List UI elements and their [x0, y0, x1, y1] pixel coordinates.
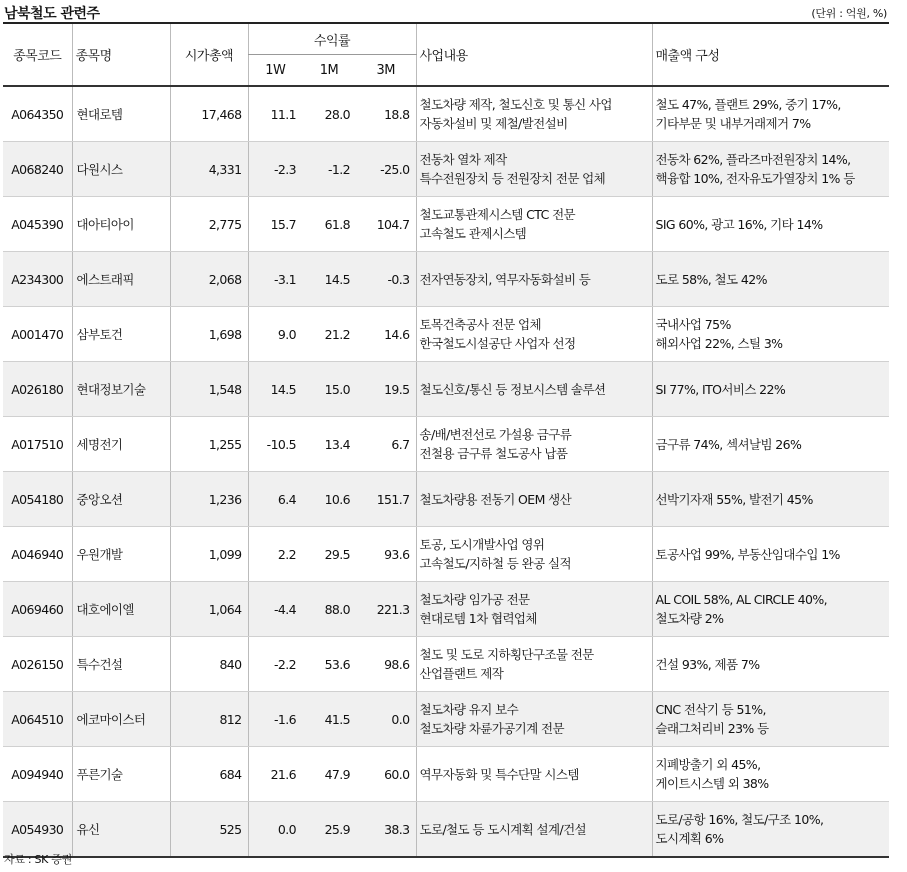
business-line: 특수전원장치 등 전원장치 전문 업체 — [419, 171, 606, 186]
cell-return-3m: 14.6 — [356, 307, 416, 362]
stock-table — [3, 24, 889, 858]
cell-return-1w: -2.2 — [248, 637, 302, 692]
cell-name: 특수건설 — [72, 637, 170, 692]
header-3m: 3M — [356, 55, 416, 87]
table-row — [3, 747, 889, 802]
cell-code: A046940 — [3, 527, 72, 582]
cell-business — [416, 527, 652, 582]
cell-return-1m: 88.0 — [302, 582, 356, 637]
sales-line: 철도 47%, 플랜트 29%, 중기 17%, — [655, 97, 841, 112]
cell-name: 대아티아이 — [72, 197, 170, 252]
cell-return-3m: 221.3 — [356, 582, 416, 637]
business-line: 철도차량용 전동기 OEM 생산 — [419, 491, 572, 507]
cell-return-3m: 98.6 — [356, 637, 416, 692]
cell-return-1m: 15.0 — [302, 362, 356, 417]
cell-business — [416, 86, 652, 142]
cell-code: A064510 — [3, 692, 72, 747]
sales-line: 도로/공항 16%, 철도/구조 10%, — [655, 812, 824, 827]
source-note: 자료 : SK 증권 — [4, 853, 72, 866]
cell-business — [416, 692, 652, 747]
header-1m: 1M — [302, 55, 356, 87]
cell-return-1m: 25.9 — [302, 802, 356, 858]
cell-return-1m: -1.2 — [302, 142, 356, 197]
cell-return-1m: 53.6 — [302, 637, 356, 692]
business-line: 철도차량 임가공 전문 — [419, 592, 530, 607]
business-line: 철도차량 유지 보수 — [419, 702, 519, 717]
cell-business — [416, 362, 652, 417]
cell-code: A054930 — [3, 802, 72, 858]
cell-return-1w: 0.0 — [248, 802, 302, 858]
header-1w: 1W — [248, 55, 302, 87]
cell-code: A054180 — [3, 472, 72, 527]
cell-code: A064350 — [3, 86, 72, 142]
cell-business — [416, 142, 652, 197]
sales-line: SIG 60%, 광고 16%, 기타 14% — [655, 216, 823, 232]
sales-line: 슬래그처리비 23% 등 — [655, 721, 769, 736]
cell-return-3m: 93.6 — [356, 527, 416, 582]
cell-code: A017510 — [3, 417, 72, 472]
cell-mcap: 1,236 — [170, 472, 248, 527]
cell-return-3m: 151.7 — [356, 472, 416, 527]
cell-return-1w: 11.1 — [248, 86, 302, 142]
cell-return-1m: 29.5 — [302, 527, 356, 582]
header-code: 종목코드 — [3, 24, 72, 86]
cell-return-3m: 0.0 — [356, 692, 416, 747]
cell-sales — [652, 142, 889, 197]
cell-return-1w: 6.4 — [248, 472, 302, 527]
cell-business — [416, 307, 652, 362]
table-row — [3, 802, 889, 858]
cell-return-3m: -0.3 — [356, 252, 416, 307]
cell-name: 삼부토건 — [72, 307, 170, 362]
sales-line: 해외사업 22%, 스틸 3% — [655, 336, 783, 351]
sales-line: 기타부문 및 내부거래제거 7% — [655, 116, 811, 131]
cell-sales — [652, 527, 889, 582]
business-line: 한국철도시설공단 사업자 선정 — [419, 336, 576, 351]
business-line: 철도 및 도로 지하횡단구조물 전문 — [419, 647, 594, 662]
cell-return-3m: 6.7 — [356, 417, 416, 472]
cell-name: 에코마이스터 — [72, 692, 170, 747]
table-row — [3, 637, 889, 692]
header-returns: 수익률 — [248, 24, 416, 55]
cell-return-1w: -4.4 — [248, 582, 302, 637]
table-header — [3, 24, 889, 86]
table-row — [3, 197, 889, 252]
business-line: 고속철도 관제시스템 — [419, 226, 527, 241]
cell-name: 중앙오션 — [72, 472, 170, 527]
cell-business — [416, 582, 652, 637]
cell-mcap: 1,255 — [170, 417, 248, 472]
table-row — [3, 472, 889, 527]
sales-line: 국내사업 75% — [655, 317, 731, 332]
cell-business — [416, 417, 652, 472]
business-line: 고속철도/지하철 등 완공 실적 — [419, 556, 571, 571]
cell-mcap: 525 — [170, 802, 248, 858]
cell-code: A045390 — [3, 197, 72, 252]
cell-name: 대호에이엘 — [72, 582, 170, 637]
cell-name: 에스트래픽 — [72, 252, 170, 307]
cell-sales — [652, 472, 889, 527]
table-row — [3, 527, 889, 582]
header-business: 사업내용 — [416, 24, 652, 86]
cell-return-3m: 104.7 — [356, 197, 416, 252]
cell-mcap: 1,698 — [170, 307, 248, 362]
table-row — [3, 142, 889, 197]
cell-name: 다원시스 — [72, 142, 170, 197]
business-line: 토공, 도시개발사업 영위 — [419, 537, 545, 552]
sales-line: 철도차량 2% — [655, 611, 724, 626]
cell-sales — [652, 802, 889, 858]
cell-mcap: 684 — [170, 747, 248, 802]
cell-return-1w: 2.2 — [248, 527, 302, 582]
table-row — [3, 417, 889, 472]
cell-sales — [652, 747, 889, 802]
cell-return-1m: 61.8 — [302, 197, 356, 252]
business-line: 산업플랜트 제작 — [419, 666, 504, 681]
cell-business — [416, 197, 652, 252]
business-line: 철도차량 제작, 철도신호 및 통신 사업 — [419, 97, 612, 112]
cell-code: A068240 — [3, 142, 72, 197]
cell-name: 유신 — [72, 802, 170, 858]
cell-mcap: 812 — [170, 692, 248, 747]
business-line: 도로/철도 등 도시계획 설계/건설 — [419, 821, 587, 837]
cell-mcap: 2,775 — [170, 197, 248, 252]
cell-return-1m: 41.5 — [302, 692, 356, 747]
cell-return-1m: 13.4 — [302, 417, 356, 472]
cell-sales — [652, 197, 889, 252]
business-line: 철도신호/통신 등 정보시스템 솔루션 — [419, 381, 606, 397]
cell-name: 현대로템 — [72, 86, 170, 142]
cell-return-1w: 15.7 — [248, 197, 302, 252]
cell-return-3m: 19.5 — [356, 362, 416, 417]
table-row — [3, 86, 889, 142]
cell-sales — [652, 86, 889, 142]
sales-line: 토공사업 99%, 부동산임대수입 1% — [655, 546, 840, 562]
sales-line: CNC 전삭기 등 51%, — [655, 702, 766, 717]
cell-return-3m: 60.0 — [356, 747, 416, 802]
sales-line: AL COIL 58%, AL CIRCLE 40%, — [655, 592, 827, 607]
sales-line: 선박기자재 55%, 발전기 45% — [655, 491, 813, 507]
sales-line: 게이트시스템 외 38% — [655, 776, 769, 791]
cell-return-1w: 21.6 — [248, 747, 302, 802]
sales-line: 도로 58%, 철도 42% — [655, 271, 767, 287]
cell-code: A026150 — [3, 637, 72, 692]
cell-mcap: 4,331 — [170, 142, 248, 197]
cell-sales — [652, 637, 889, 692]
cell-name: 푸른기술 — [72, 747, 170, 802]
business-line: 송/배/변전선로 가설용 금구류 — [419, 427, 572, 442]
sales-line: 금구류 74%, 섹셔날빔 26% — [655, 436, 802, 452]
cell-business — [416, 472, 652, 527]
cell-business — [416, 252, 652, 307]
sales-line: 지폐방출기 외 45%, — [655, 757, 761, 772]
cell-return-1w: 14.5 — [248, 362, 302, 417]
cell-code: A234300 — [3, 252, 72, 307]
table-row — [3, 252, 889, 307]
cell-sales — [652, 417, 889, 472]
cell-sales — [652, 582, 889, 637]
cell-return-1w: -2.3 — [248, 142, 302, 197]
business-line: 전철용 금구류 철도공사 납품 — [419, 446, 568, 461]
cell-name: 우원개발 — [72, 527, 170, 582]
header-name: 종목명 — [72, 24, 170, 86]
sales-line: 전동차 62%, 플라즈마전원장치 14%, — [655, 152, 851, 167]
cell-code: A001470 — [3, 307, 72, 362]
cell-sales — [652, 692, 889, 747]
business-line: 토목건축공사 전문 업체 — [419, 317, 541, 332]
cell-return-1m: 10.6 — [302, 472, 356, 527]
cell-return-1w: -1.6 — [248, 692, 302, 747]
table-row — [3, 582, 889, 637]
sales-line: 핵융합 10%, 전자유도가열장치 1% 등 — [655, 171, 855, 186]
cell-mcap: 2,068 — [170, 252, 248, 307]
table-title: 남북철도 관련주 — [4, 6, 100, 22]
business-line: 철도교통관제시스템 CTC 전문 — [419, 207, 576, 222]
cell-name: 세명전기 — [72, 417, 170, 472]
cell-sales — [652, 307, 889, 362]
cell-sales — [652, 362, 889, 417]
cell-return-1m: 47.9 — [302, 747, 356, 802]
cell-business — [416, 637, 652, 692]
business-line: 자동차설비 및 제철/발전설비 — [419, 116, 568, 131]
cell-return-3m: -25.0 — [356, 142, 416, 197]
header-sales: 매출액 구성 — [652, 24, 889, 86]
cell-mcap: 840 — [170, 637, 248, 692]
cell-return-1m: 21.2 — [302, 307, 356, 362]
cell-return-1w: 9.0 — [248, 307, 302, 362]
header-mcap: 시가총액 — [170, 24, 248, 86]
sales-line: 도시계획 6% — [655, 831, 724, 846]
sales-line: 건설 93%, 제품 7% — [655, 656, 760, 672]
cell-return-1m: 14.5 — [302, 252, 356, 307]
sales-line: SI 77%, ITO서비스 22% — [655, 381, 786, 397]
business-line: 철도차량 차륜가공기계 전문 — [419, 721, 564, 736]
table-row — [3, 307, 889, 362]
cell-mcap: 1,099 — [170, 527, 248, 582]
cell-mcap: 1,064 — [170, 582, 248, 637]
unit-note: (단위 : 억원, %) — [811, 7, 887, 20]
cell-code: A094940 — [3, 747, 72, 802]
cell-business — [416, 802, 652, 858]
cell-return-1w: -3.1 — [248, 252, 302, 307]
business-line: 전동차 열차 제작 — [419, 152, 507, 167]
business-line: 현대로템 1차 협력업체 — [419, 611, 537, 626]
cell-mcap: 1,548 — [170, 362, 248, 417]
cell-return-1w: -10.5 — [248, 417, 302, 472]
cell-return-3m: 38.3 — [356, 802, 416, 858]
cell-business — [416, 747, 652, 802]
cell-return-3m: 18.8 — [356, 86, 416, 142]
cell-sales — [652, 252, 889, 307]
cell-return-1m: 28.0 — [302, 86, 356, 142]
business-line: 역무자동화 및 특수단말 시스템 — [419, 766, 579, 782]
cell-mcap: 17,468 — [170, 86, 248, 142]
table-body — [3, 86, 889, 857]
cell-code: A069460 — [3, 582, 72, 637]
business-line: 전자연동장치, 역무자동화설비 등 — [419, 271, 591, 287]
cell-code: A026180 — [3, 362, 72, 417]
cell-name: 현대정보기술 — [72, 362, 170, 417]
table-row — [3, 692, 889, 747]
table-row — [3, 362, 889, 417]
